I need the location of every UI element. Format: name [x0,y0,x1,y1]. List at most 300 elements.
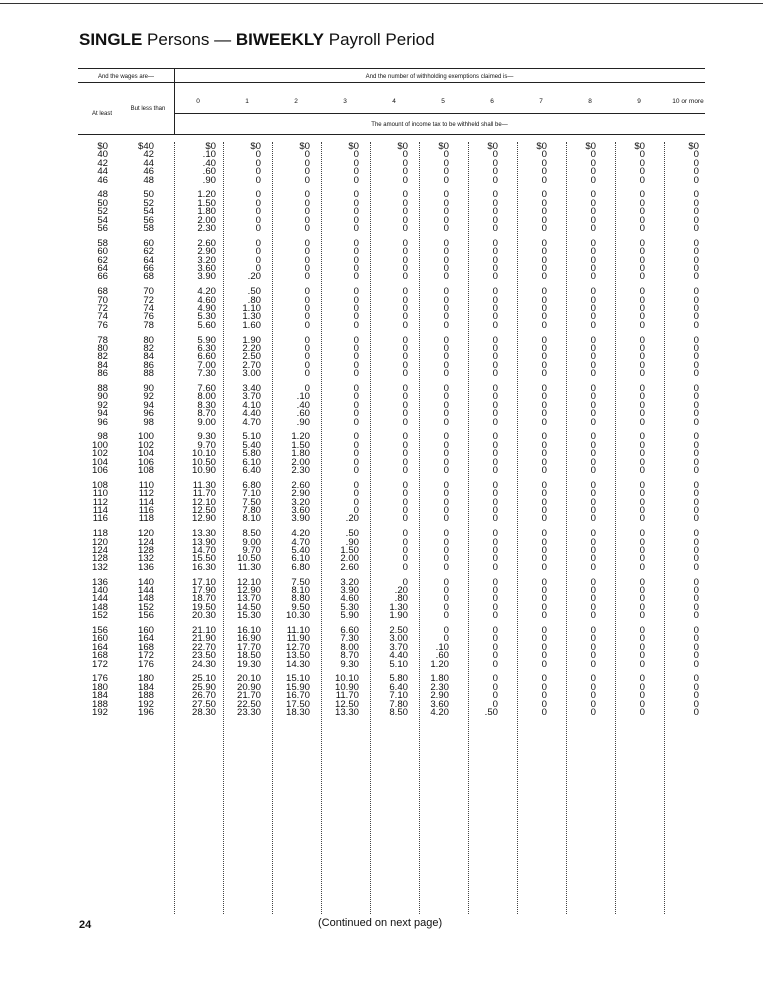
tax-cell-exemptions-0: 23.50 [191,650,216,662]
tax-cell-exemptions-0: 1.80 [197,206,216,218]
tax-cell-exemptions-8: 0 [590,650,596,662]
tax-cell-exemptions-2: 0 [304,383,310,394]
tax-cell-exemptions-5: 0 [443,294,449,306]
tax-cell-exemptions-10: 0 [693,496,699,508]
but-less-than-cell: 60 [143,237,154,249]
tax-cell-exemptions-0: 12.10 [191,496,216,508]
tax-cell-exemptions-8: 0 [590,271,596,283]
tax-cell-exemptions-7: 0 [541,576,547,588]
tax-cell-exemptions-3: 0 [353,319,359,331]
tax-cell-exemptions-0: 7.00 [197,359,216,371]
tax-cell-exemptions-0: 2.60 [197,237,216,249]
tax-cell-exemptions-9: 0 [639,166,645,178]
tax-cell-exemptions-7: 0 [541,246,547,258]
tax-cell-exemptions-0: 19.50 [191,601,216,613]
tax-cell-exemptions-1: 9.70 [242,545,261,556]
tax-cell-exemptions-8: 0 [590,359,596,371]
tax-cell-exemptions-4: 0 [402,189,408,201]
tax-cell-exemptions-10: 0 [693,174,699,186]
tax-cell-exemptions-1: 16.10 [236,625,261,636]
tax-cell-exemptions-6: 0 [492,214,498,226]
tax-cell-exemptions-4: 0 [402,166,408,178]
tax-cell-exemptions-7: 0 [541,359,547,371]
tax-cell-exemptions-10: 0 [693,545,699,556]
tax-cell-exemptions-10: 0 [693,246,699,258]
tax-cell-exemptions-3: 4.60 [340,593,359,605]
tax-cell-exemptions-7: 0 [541,439,547,451]
tax-cell-exemptions-2: 0 [304,149,310,161]
tax-cell-exemptions-9: 0 [639,505,645,516]
tax-cell-exemptions-10: 0 [693,157,699,169]
at-least-cell: 72 [97,303,108,314]
tax-cell-exemptions-5: 0 [443,368,449,380]
tax-cell-exemptions-0: 13.90 [191,536,216,548]
tax-cell-exemptions-0: 2.30 [197,223,216,234]
tax-cell-exemptions-1: 21.70 [236,690,261,702]
tax-cell-exemptions-9: 0 [639,343,645,354]
tax-cell-exemptions-7: 0 [541,399,547,411]
tax-cell-exemptions-8: 0 [590,319,596,331]
tax-cell-exemptions-8: 0 [590,303,596,314]
tax-cell-exemptions-8: 0 [590,593,596,605]
tax-cell-exemptions-6: 0 [492,561,498,573]
tax-cell-exemptions-7: 0 [541,271,547,283]
tax-cell-exemptions-3: 0 [353,448,359,460]
tax-cell-exemptions-0: 8.70 [197,408,216,420]
at-least-cell: 76 [97,319,108,331]
but-less-than-cell: 102 [137,439,154,451]
tax-cell-exemptions-7: 0 [541,157,547,169]
tax-cell-exemptions-2: 0 [304,254,310,266]
tax-cell-exemptions-1: 23.30 [236,707,261,718]
tax-cell-exemptions-1: 22.50 [236,698,261,710]
at-least-cell: 86 [97,368,108,380]
tax-cell-exemptions-2: 0 [304,206,310,218]
tax-cell-exemptions-10: 0 [693,625,699,636]
tax-cell-exemptions-9: 0 [639,610,645,622]
tax-cell-exemptions-0: 2.90 [197,246,216,258]
tax-cell-exemptions-4: 2.50 [389,625,408,636]
tax-cell-exemptions-8: 0 [590,223,596,234]
tax-cell-exemptions-10: 0 [693,576,699,588]
tax-cell-exemptions-4: 0 [402,343,408,354]
tax-cell-exemptions-9: 0 [639,294,645,306]
tax-cell-exemptions-10: 0 [693,383,699,394]
tax-cell-exemptions-3: $0 [348,141,359,152]
tax-cell-exemptions-10: 0 [693,271,699,283]
tax-cell-exemptions-2: 9.50 [291,601,310,613]
at-least-cell: 50 [97,197,108,209]
tax-cell-exemptions-3: 2.60 [340,561,359,573]
tax-cell-exemptions-8: 0 [590,641,596,653]
at-least-cell: $0 [97,141,108,152]
tax-cell-exemptions-0: 21.10 [191,625,216,636]
tax-cell-exemptions-0: 6.30 [197,343,216,354]
tax-cell-exemptions-1: 18.50 [236,650,261,662]
tax-cell-exemptions-8: 0 [590,254,596,266]
tax-cell-exemptions-4: 0 [402,271,408,283]
tax-cell-exemptions-1: 13.70 [236,593,261,605]
but-less-than-cell: 64 [143,254,154,266]
tax-cell-exemptions-5: 0 [443,633,449,645]
column-header-10: 10 or more [672,98,704,105]
tax-cell-exemptions-5: 0 [443,263,449,274]
but-less-than-cell: 100 [137,431,154,443]
tax-cell-exemptions-7: 0 [541,263,547,274]
tax-cell-exemptions-9: 0 [639,391,645,403]
tax-cell-exemptions-4: .20 [394,585,408,596]
tax-cell-exemptions-6: 0 [492,351,498,363]
tax-cell-exemptions-7: 0 [541,456,547,468]
tax-cell-exemptions-8: 0 [590,448,596,460]
tax-cell-exemptions-7: 0 [541,593,547,605]
tax-cell-exemptions-2: 4.70 [291,536,310,548]
tax-cell-exemptions-5: 0 [443,553,449,565]
tax-cell-exemptions-5: 0 [443,383,449,394]
at-least-cell: 58 [97,237,108,249]
tax-cell-exemptions-3: .90 [345,536,359,548]
tax-cell-exemptions-9: 0 [639,601,645,613]
tax-cell-exemptions-0: 9.70 [197,439,216,451]
tax-cell-exemptions-3: 3.90 [340,585,359,596]
tax-cell-exemptions-9: $0 [634,141,645,152]
tax-cell-exemptions-6: 0 [492,601,498,613]
tax-cell-exemptions-8: 0 [590,633,596,645]
tax-cell-exemptions-1: 0 [255,189,261,201]
tax-cell-exemptions-8: 0 [590,166,596,178]
tax-cell-exemptions-10: 0 [693,681,699,693]
tax-cell-exemptions-4: 0 [402,351,408,363]
tax-cell-exemptions-0: 11.30 [192,479,216,491]
tax-cell-exemptions-7: 0 [541,553,547,565]
tax-cell-exemptions-3: 1.50 [340,545,359,556]
tax-cell-exemptions-10: 0 [693,334,699,346]
tax-cell-exemptions-9: 0 [639,223,645,234]
tax-cell-exemptions-6: 0 [492,311,498,323]
tax-cell-exemptions-5: 0 [443,351,449,363]
but-less-than-cell: 156 [137,610,154,622]
tax-cell-exemptions-10: 0 [693,408,699,420]
table-row [78,563,705,573]
tax-cell-exemptions-4: 0 [402,359,408,371]
tax-cell-exemptions-5: 0 [443,545,449,556]
but-less-than-cell: 180 [137,673,154,685]
tax-cell-exemptions-5: 0 [443,359,449,371]
tax-cell-exemptions-2: 0 [304,343,310,354]
tax-cell-exemptions-10: 0 [693,641,699,653]
tax-cell-exemptions-10: 0 [693,237,699,249]
tax-cell-exemptions-1: 10.50 [236,553,261,565]
tax-cell-exemptions-9: 0 [639,149,645,161]
tax-cell-exemptions-2: 7.50 [291,576,310,588]
tax-cell-exemptions-6: 0 [492,149,498,161]
tax-cell-exemptions-9: 0 [639,681,645,693]
but-less-than-cell: 128 [137,545,154,556]
tax-cell-exemptions-6: 0 [492,246,498,258]
tax-cell-exemptions-1: 7.80 [242,505,261,516]
at-least-cell: 56 [97,223,108,234]
tax-cell-exemptions-7: 0 [541,368,547,380]
at-least-cell: 48 [97,189,108,201]
at-least-cell: 84 [97,359,108,371]
tax-cell-exemptions-4: 0 [402,536,408,548]
tax-cell-exemptions-5: 0 [443,448,449,460]
tax-cell-exemptions-5: 0 [443,311,449,323]
tax-cell-exemptions-3: 0 [353,294,359,306]
tax-cell-exemptions-1: 12.90 [236,585,261,596]
tax-cell-exemptions-0: 2.00 [197,214,216,226]
tax-cell-exemptions-9: 0 [639,206,645,218]
tax-cell-exemptions-5: 0 [443,513,449,525]
tax-cell-exemptions-3: 8.70 [340,650,359,662]
tax-cell-exemptions-4: 0 [402,561,408,573]
tax-cell-exemptions-4: 0 [402,496,408,508]
tax-cell-exemptions-3: 0 [353,189,359,201]
tax-cell-exemptions-1: 0 [255,174,261,186]
but-less-than-cell: 98 [143,416,154,428]
but-less-than-cell: 140 [137,576,154,588]
tax-cell-exemptions-3: 0 [353,263,359,274]
tax-cell-exemptions-6: 0 [492,576,498,588]
at-least-cell: 180 [91,681,108,693]
tax-cell-exemptions-10: 0 [693,223,699,234]
tax-cell-exemptions-2: 17.50 [285,698,310,710]
tax-cell-exemptions-0: 27.50 [191,698,216,710]
tax-cell-exemptions-1: 20.90 [236,681,261,693]
tax-cell-exemptions-6: 0 [492,610,498,622]
tax-cell-exemptions-2: 13.50 [285,650,310,662]
tax-cell-exemptions-2: 0 [304,246,310,258]
but-less-than-cell: 74 [143,303,154,314]
tax-cell-exemptions-3: .50 [345,528,359,540]
at-least-cell: 98 [97,431,108,443]
tax-cell-exemptions-2: 3.60 [291,505,310,516]
at-least-cell: 184 [91,690,108,702]
at-least-cell: 172 [91,658,108,670]
tax-cell-exemptions-4: 0 [402,528,408,540]
tax-cell-exemptions-10: 0 [693,448,699,460]
tax-cell-exemptions-10: 0 [693,650,699,662]
tax-cell-exemptions-9: 0 [639,303,645,314]
tax-cell-exemptions-9: 0 [639,561,645,573]
tax-cell-exemptions-5: 0 [443,166,449,178]
table-row [78,660,705,670]
tax-cell-exemptions-7: 0 [541,237,547,249]
tax-cell-exemptions-7: 0 [541,707,547,718]
tax-cell-exemptions-4: 5.10 [389,658,408,670]
but-less-than-cell: 88 [143,368,154,380]
tax-cell-exemptions-1: 2.50 [242,351,261,363]
tax-cell-exemptions-0: 14.70 [191,545,216,556]
tax-cell-exemptions-6: 0 [492,254,498,266]
tax-cell-exemptions-1: 0 [255,214,261,226]
tax-cell-exemptions-8: 0 [590,237,596,249]
tax-cell-exemptions-0: 3.60 [197,263,216,274]
tax-cell-exemptions-0: .60 [202,166,216,178]
tax-cell-exemptions-2: 1.80 [291,448,310,460]
tax-cell-exemptions-9: 0 [639,576,645,588]
tax-cell-exemptions-9: 0 [639,351,645,363]
tax-cell-exemptions-4: 0 [402,505,408,516]
tax-cell-exemptions-4: 0 [402,545,408,556]
tax-cell-exemptions-1: 3.70 [242,391,261,403]
tax-cell-exemptions-5: 0 [443,319,449,331]
tax-cell-exemptions-9: 0 [639,334,645,346]
tax-cell-exemptions-6: 0 [492,585,498,596]
but-less-than-cell: 196 [137,707,154,718]
tax-cell-exemptions-3: 0 [353,359,359,371]
at-least-cell: 114 [92,505,108,516]
tax-cell-exemptions-6: 0 [492,496,498,508]
tax-cell-exemptions-3: 0 [353,488,359,500]
at-least-cell: 90 [97,391,108,403]
tax-cell-exemptions-7: 0 [541,681,547,693]
at-least-cell: 148 [91,601,108,613]
tax-cell-exemptions-7: 0 [541,319,547,331]
tax-cell-exemptions-4: 0 [402,553,408,565]
tax-cell-exemptions-6: 0 [492,157,498,169]
column-header-3: 3 [343,98,347,105]
table-row [78,176,705,186]
tax-cell-exemptions-3: 5.30 [340,601,359,613]
tax-cell-exemptions-5: 0 [443,585,449,596]
tax-cell-exemptions-4: 0 [402,237,408,249]
tax-cell-exemptions-0: 12.50 [191,505,216,516]
tax-cell-exemptions-2: 16.70 [285,690,310,702]
tax-cell-exemptions-3: 0 [353,416,359,428]
tax-cell-exemptions-3: 9.30 [340,658,359,670]
table-row [78,321,705,331]
tax-cell-exemptions-4: 0 [402,311,408,323]
tax-cell-exemptions-6: 0 [492,286,498,298]
but-less-than-cell: 96 [143,408,154,420]
tax-cell-exemptions-10: 0 [693,214,699,226]
tax-cell-exemptions-4: 0 [402,448,408,460]
tax-cell-exemptions-0: 20.30 [191,610,216,622]
tax-cell-exemptions-2: 11.90 [286,633,310,645]
tax-cell-exemptions-1: 6.40 [242,465,261,476]
tax-cell-exemptions-8: 0 [590,416,596,428]
tax-cell-exemptions-9: 0 [639,214,645,226]
tax-cell-exemptions-5: 0 [443,416,449,428]
tax-cell-exemptions-0: 3.90 [197,271,216,283]
tax-cell-exemptions-1: 4.10 [242,399,261,411]
tax-cell-exemptions-0: 6.60 [197,351,216,363]
but-less-than-cell: 48 [143,174,154,186]
tax-cell-exemptions-5: 0 [443,625,449,636]
at-least-cell: 70 [97,294,108,306]
tax-cell-exemptions-2: 15.10 [285,673,310,685]
tax-cell-exemptions-8: 0 [590,157,596,169]
wages-rule [78,82,174,83]
tax-cell-exemptions-9: 0 [639,488,645,500]
but-less-than-cell: 106 [137,456,154,468]
page-title [79,30,435,50]
but-less-than-cell: 92 [143,391,154,403]
tax-cell-exemptions-7: 0 [541,465,547,476]
tax-cell-exemptions-7: 0 [541,536,547,548]
tax-cell-exemptions-4: 0 [402,383,408,394]
but-less-than-cell: 110 [138,479,154,491]
tax-cell-exemptions-9: 0 [639,271,645,283]
tax-cell-exemptions-2: 2.00 [291,456,310,468]
tax-cell-exemptions-9: 0 [639,707,645,718]
tax-cell-exemptions-6: 0 [492,189,498,201]
tax-cell-exemptions-2: .60 [296,408,310,420]
tax-cell-exemptions-7: 0 [541,408,547,420]
tax-cell-exemptions-3: 0 [353,439,359,451]
but-less-than-cell: 120 [137,528,154,540]
tax-cell-exemptions-6: .50 [484,707,498,718]
tax-cell-exemptions-5: $0 [438,141,449,152]
tax-cell-exemptions-2: 10.30 [285,610,310,622]
tax-cell-exemptions-0: .90 [202,174,216,186]
tax-cell-exemptions-9: 0 [639,536,645,548]
tax-cell-exemptions-3: 0 [353,237,359,249]
tax-cell-exemptions-8: 0 [590,576,596,588]
tax-cell-exemptions-4: 5.80 [389,673,408,685]
tax-cell-exemptions-6: 0 [492,197,498,209]
tax-cell-exemptions-2: 14.30 [285,658,310,670]
tax-cell-exemptions-0: .10 [202,149,216,161]
tax-cell-exemptions-5: 0 [443,576,449,588]
tax-cell-exemptions-1: 14.50 [236,601,261,613]
at-least-cell: 94 [97,408,108,420]
tax-cell-exemptions-1: 1.60 [242,319,261,331]
tax-cell-exemptions-0: 4.90 [197,303,216,314]
continued-note: (Continued on next page) [318,917,443,929]
tax-cell-exemptions-0: 22.70 [191,641,216,653]
tax-cell-exemptions-4: 0 [402,294,408,306]
tax-cell-exemptions-7: 0 [541,601,547,613]
tax-cell-exemptions-2: .10 [296,391,310,403]
but-less-than-cell: 76 [143,311,154,323]
tax-cell-exemptions-6: 0 [492,641,498,653]
tax-cell-exemptions-7: 0 [541,698,547,710]
tax-cell-exemptions-10: 0 [693,197,699,209]
at-least-cell: 120 [91,536,108,548]
at-least-cell: 104 [91,456,108,468]
tax-cell-exemptions-5: 0 [443,488,449,500]
title-payroll-period: Payroll Period [324,30,435,49]
tax-cell-exemptions-2: 0 [304,263,310,274]
at-least-cell: 62 [97,254,108,266]
tax-cell-exemptions-8: 0 [590,553,596,565]
tax-cell-exemptions-2: 0 [304,319,310,331]
at-least-cell: 152 [91,610,108,622]
tax-cell-exemptions-4: 0 [402,408,408,420]
tax-cell-exemptions-6: 0 [492,505,498,516]
tax-cell-exemptions-1: 8.10 [242,513,261,525]
but-less-than-cell: 56 [143,214,154,226]
tax-cell-exemptions-9: 0 [639,368,645,380]
tax-cell-exemptions-6: 0 [492,343,498,354]
wages-label: And the wages are— [97,74,155,80]
tax-cell-exemptions-4: 3.00 [389,633,408,645]
tax-cell-exemptions-0: 4.60 [197,294,216,306]
tax-cell-exemptions-9: 0 [639,528,645,540]
but-less-than-cell: 164 [137,633,154,645]
tax-cell-exemptions-2: 0 [304,237,310,249]
tax-cell-exemptions-2: 0 [304,334,310,346]
tax-cell-exemptions-3: 0 [353,174,359,186]
tax-cell-exemptions-5: 0 [443,536,449,548]
tax-cell-exemptions-3: 0 [353,399,359,411]
column-header-6: 6 [490,98,494,105]
tax-cell-exemptions-0: 11.70 [192,488,216,500]
tax-cell-exemptions-2: 0 [304,271,310,283]
tax-cell-exemptions-0: 7.30 [197,368,216,380]
